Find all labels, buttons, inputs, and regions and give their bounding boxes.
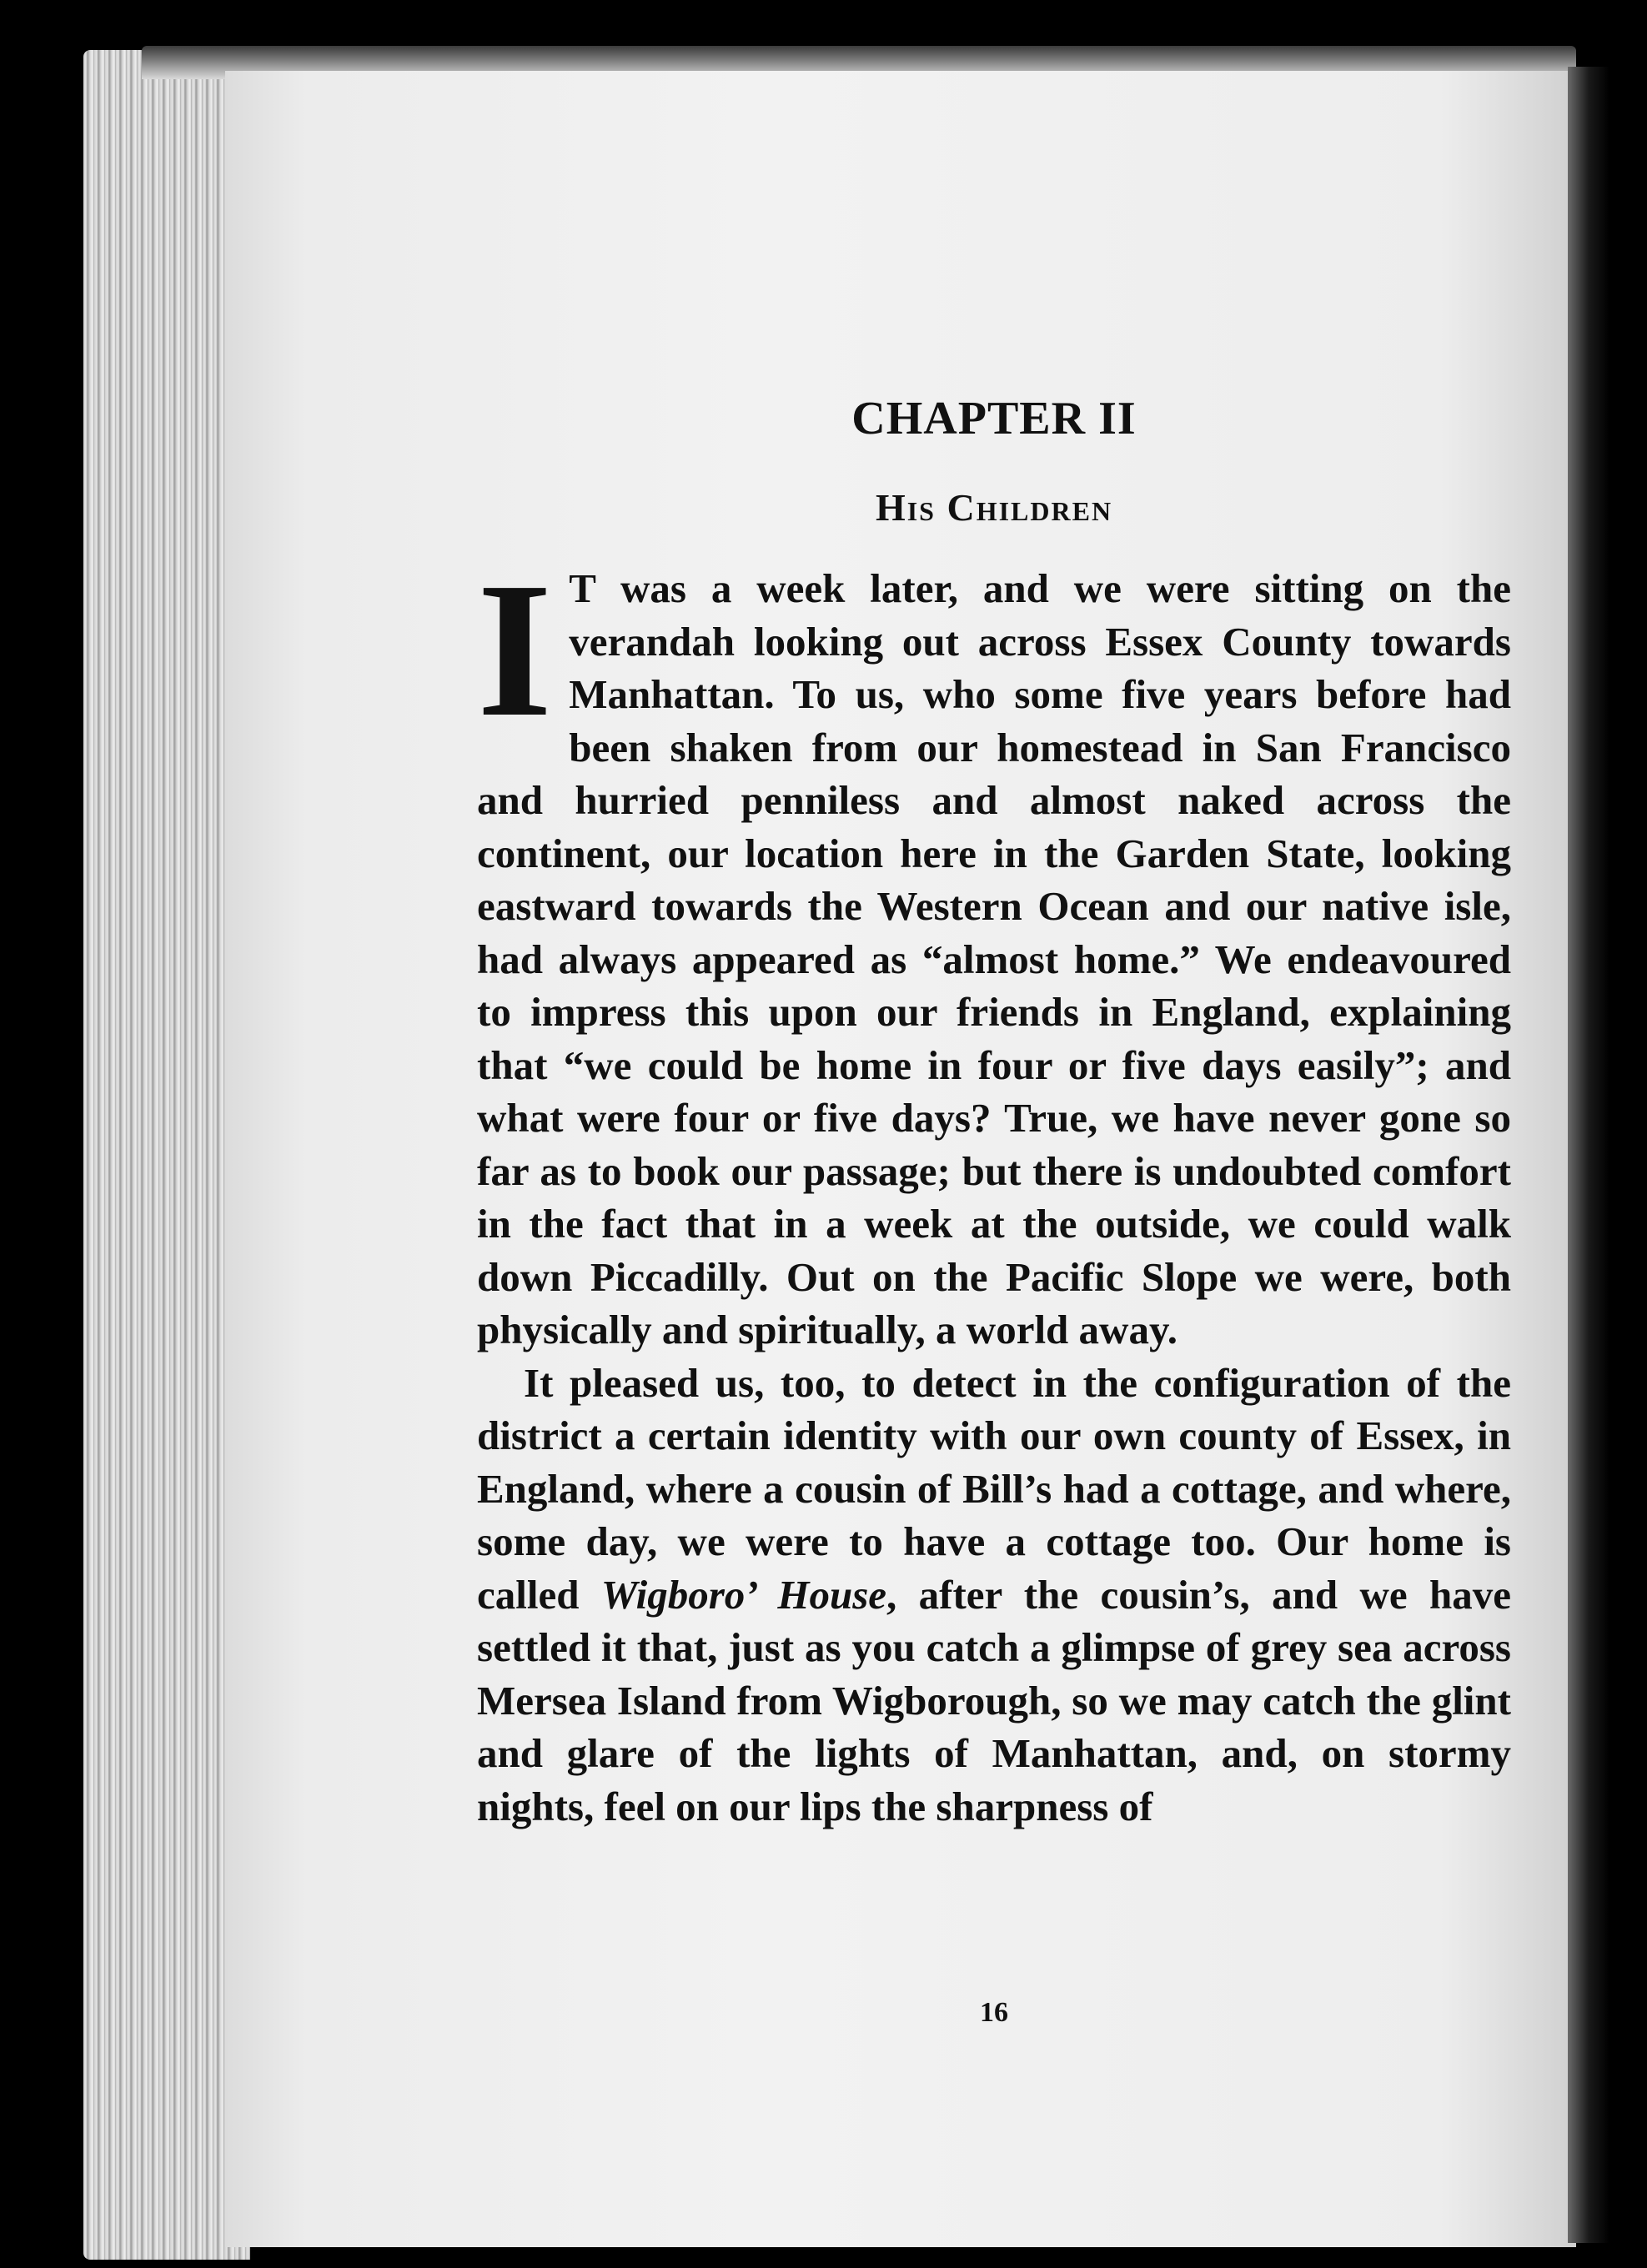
paragraph-2-text-before: It pleased us, too, to detect in the configuration of the district a certain identity with our own county of Essex, in England, where a cousin of Bill’s had a cottage, and where, some day, we were to have a cottage too. Our home is called	[477, 1359, 1511, 1618]
chapter-body	[477, 543, 1511, 1833]
paragraph-2-text-after: , after the cousin’s, and we have settled it that, just as you catch a glimpse of grey sea across Mersea Island from Wigborough, so we may catch the glint and glare of the lights of Manhattan, and, on stormy nights, feel on our lips the sharpness of	[477, 1571, 1511, 1829]
paragraph-1	[477, 543, 1511, 1357]
drop-cap: I	[477, 543, 553, 757]
page-number: 16	[980, 1997, 1008, 2028]
chapter-title: CHAPTER II	[851, 393, 1137, 444]
chapter-subtitle: His Children	[875, 486, 1113, 529]
paragraph-2	[477, 1357, 1511, 1834]
page-gutter-shadow	[1568, 67, 1609, 2243]
paragraph-1-text: T was a week later, and we were sitting on the verandah looking out across Essex County towards Manhattan. To us, who some five years before had been shaken from our homestead in San Francisco and hurried penniless and almost naked across the continent, our location here in the Garden State, looking eastward towards the Western Ocean and our native isle, had always appeared as “almost home.” We endeavoured to impress this upon our friends in England, explaining that “we could be home in four or five days easily”; and what were four or five days? True, we have never gone so far as to book our passage; but there is undoubted comfort in the fact that in a week at the outside, we could walk down Piccadilly. Out on the Pacific Slope we were, both physically and spiritually, a world away.	[477, 565, 1511, 1352]
house-name-italic: Wigboro’ House	[600, 1571, 887, 1618]
